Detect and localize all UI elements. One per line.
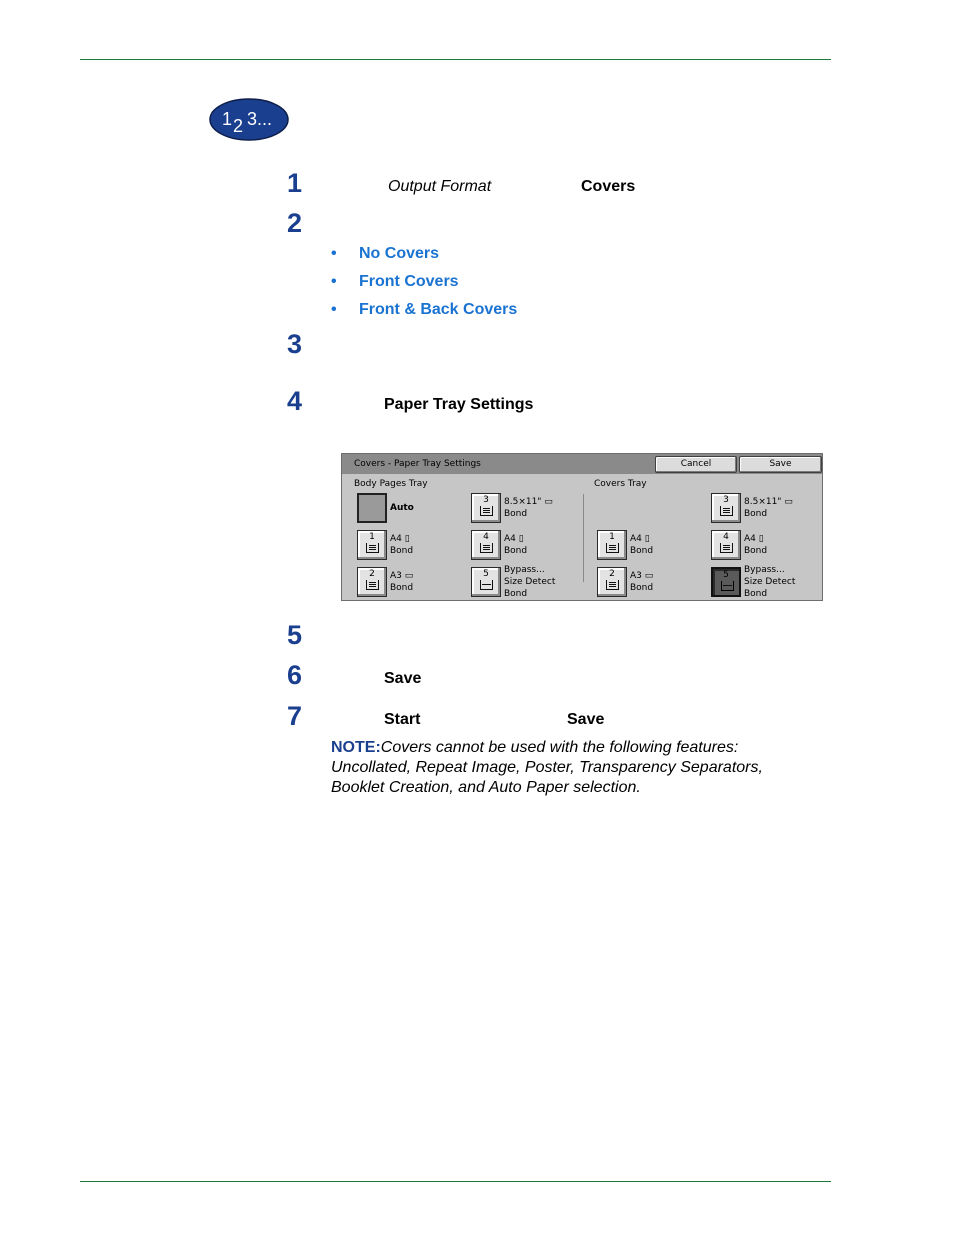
step-5-number: 5 xyxy=(287,620,303,650)
covers-tray-4-label: A4 ▯ Bond xyxy=(744,534,768,556)
note-label: NOTE: xyxy=(331,739,381,756)
paper-tray-icon xyxy=(366,580,379,590)
body-tray-4-button[interactable]: 4 xyxy=(471,530,501,560)
body-tray-auto-button[interactable] xyxy=(357,493,387,523)
body-tray-2-button[interactable]: 2 xyxy=(357,567,387,597)
covers-tray-5-bypass-button[interactable]: 5 xyxy=(711,567,741,597)
step-1-number: 1 xyxy=(287,168,303,198)
covers-tray-1-label: A4 ▯ Bond xyxy=(630,534,654,556)
top-rule xyxy=(80,59,831,60)
step-4-paper-tray-settings: Paper Tray Settings xyxy=(384,396,534,413)
paper-tray-icon xyxy=(720,506,733,516)
paper-tray-icon xyxy=(720,543,733,553)
body-pages-tray-heading: Body Pages Tray xyxy=(354,479,428,489)
badge-text-1: 1 xyxy=(222,109,233,129)
step-3-number: 3 xyxy=(287,329,303,359)
note xyxy=(331,738,811,798)
step-6-save: Save xyxy=(384,670,422,687)
body-tray-auto-label: Auto xyxy=(390,503,414,513)
body-tray-3-label: 8.5×11" ▭ Bond xyxy=(504,497,553,519)
paper-tray-icon xyxy=(606,543,619,553)
body-tray-2-label: A3 ▭ Bond xyxy=(390,571,414,593)
bypass-tray-icon xyxy=(480,580,493,590)
step-4-number: 4 xyxy=(287,386,303,416)
body-tray-5-label: Bypass... Size Detect Bond xyxy=(504,565,556,599)
body-tray-1-label: A4 ▯ Bond xyxy=(390,534,414,556)
cancel-button[interactable]: Cancel xyxy=(655,456,737,473)
covers-tray-2-button[interactable]: 2 xyxy=(597,567,627,597)
step-1-covers: Covers xyxy=(581,178,636,195)
bottom-rule xyxy=(80,1181,831,1182)
step-7-number: 7 xyxy=(287,701,303,731)
body-tray-4-label: A4 ▯ Bond xyxy=(504,534,528,556)
covers-tray-1-button[interactable]: 1 xyxy=(597,530,627,560)
note-text: Covers cannot be used with the following features: Uncollated, Repeat Image, Poster, Transparency Separators, Booklet Creation, and Auto Paper selection. xyxy=(331,739,763,796)
paper-tray-icon xyxy=(366,543,379,553)
step-7-save: Save xyxy=(567,711,605,728)
covers-tray-3-label: 8.5×11" ▭ Bond xyxy=(744,497,793,519)
bypass-tray-icon xyxy=(721,581,734,591)
paper-tray-icon xyxy=(480,506,493,516)
covers-tray-3-button[interactable]: 3 xyxy=(711,493,741,523)
step-7-start: Start xyxy=(384,711,421,728)
paper-tray-icon xyxy=(480,543,493,553)
covers-tray-4-button[interactable]: 4 xyxy=(711,530,741,560)
body-tray-1-button[interactable]: 1 xyxy=(357,530,387,560)
body-tray-3-button[interactable]: 3 xyxy=(471,493,501,523)
covers-tray-5-label: Bypass... Size Detect Bond xyxy=(744,565,796,599)
option-front-back-covers: • Front & Back Covers xyxy=(331,301,518,318)
step-2-number: 2 xyxy=(287,208,303,238)
covers-tray-2-label: A3 ▭ Bond xyxy=(630,571,654,593)
step-6-number: 6 xyxy=(287,660,303,690)
covers-paper-tray-settings-panel xyxy=(341,453,823,601)
option-front-covers: • Front Covers xyxy=(331,273,459,290)
body-tray-5-bypass-button[interactable]: 5 xyxy=(471,567,501,597)
badge-text-2: 2 xyxy=(233,116,244,136)
badge-text-3: 3... xyxy=(247,109,273,129)
paper-tray-icon xyxy=(606,580,619,590)
covers-tray-heading: Covers Tray xyxy=(594,479,647,489)
procedure-badge-icon xyxy=(209,98,289,141)
panel-title: Covers - Paper Tray Settings xyxy=(354,459,481,469)
save-button[interactable]: Save xyxy=(739,456,822,473)
step-1-output-format: Output Format xyxy=(388,178,492,195)
panel-divider xyxy=(583,494,584,582)
option-no-covers: • No Covers xyxy=(331,245,440,262)
